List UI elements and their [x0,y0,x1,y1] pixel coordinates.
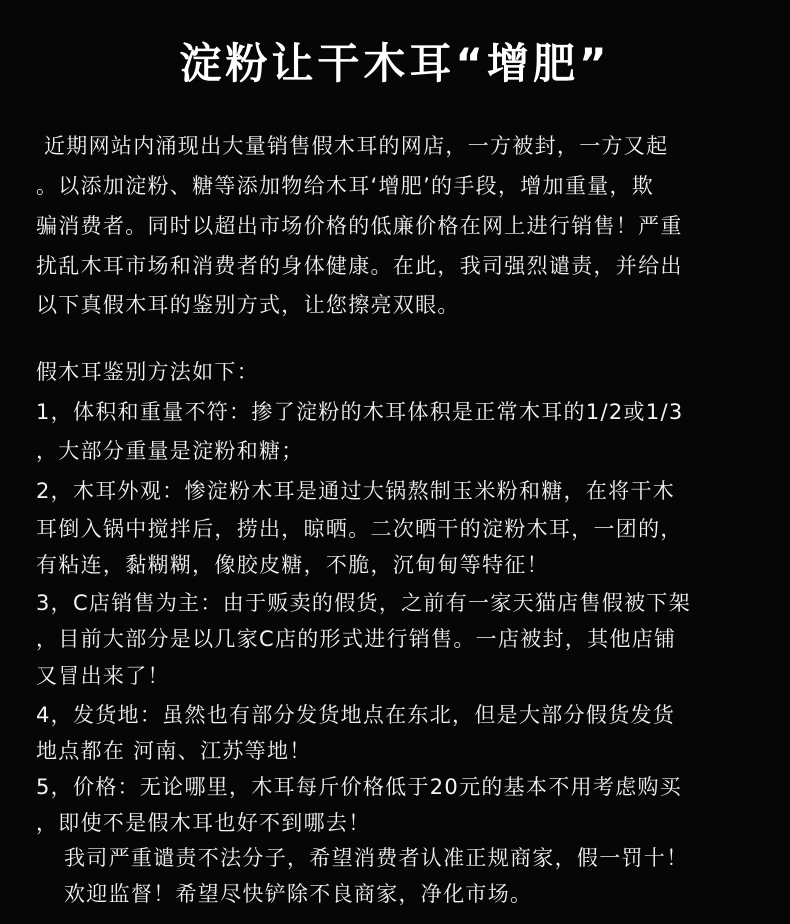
intro-line-3: 骗消费者。同时以超出市场价格的低廉价格在网上进行销售！严重 [36,214,683,238]
methods-heading: 假木耳鉴别方法如下： [36,360,259,384]
method-line-5: 有粘连，黏糊糊，像胶皮糖，不脆，沉甸甸等特征！ [36,553,549,577]
closing-line-2: 欢迎监督！希望尽快铲除不良商家，净化市场。 [64,882,533,906]
intro-line-5: 以下真假木耳的鉴别方式，让您擦亮双眼。 [36,293,460,317]
method-line-8: 又冒出来了！ [36,664,170,688]
page-title: 淀粉让干木耳“增肥” [179,39,611,88]
intro-line-1: 近期网站内涌现出大量销售假木耳的网店，一方被封，一方又起 [44,134,669,158]
method-line-3: 2，木耳外观：惨淀粉木耳是通过大锅熬制玉米粉和糖，在将干木 [36,479,676,503]
method-line-1: 1，体积和重量不符：掺了淀粉的木耳体积是正常木耳的1/2或1/3 [36,400,684,424]
intro-line-2: 。以添加淀粉、糖等添加物给木耳‘增肥’的手段，增加重量，欺 [36,174,655,198]
method-line-10: 地点都在 河南、江苏等地！ [36,739,312,763]
method-line-9: 4，发货地：虽然也有部分发货地点在东北，但是大部分假货发货 [36,703,676,727]
closing-line-1: 我司严重谴责不法分子，希望消费者认准正规商家，假一罚十！ [64,846,689,870]
method-line-12: ，即使不是假木耳也好不到哪去！ [36,811,371,835]
method-line-11: 5，价格：无论哪里，木耳每斤价格低于20元的基本不用考虑购买 [36,775,683,799]
method-line-6: 3，C店销售为主：由于贩卖的假货，之前有一家天猫店售假被下架 [36,591,692,615]
method-line-7: ，目前大部分是以几家C店的形式进行销售。一店被封，其他店铺 [36,627,677,651]
intro-line-4: 扰乱木耳市场和消费者的身体健康。在此，我司强烈谴责，并给出 [36,254,683,278]
method-line-4: 耳倒入锅中搅拌后，捞出，晾晒。二次晒干的淀粉木耳，一团的， [36,517,683,541]
method-line-2: ，大部分重量是淀粉和糖； [36,439,304,463]
